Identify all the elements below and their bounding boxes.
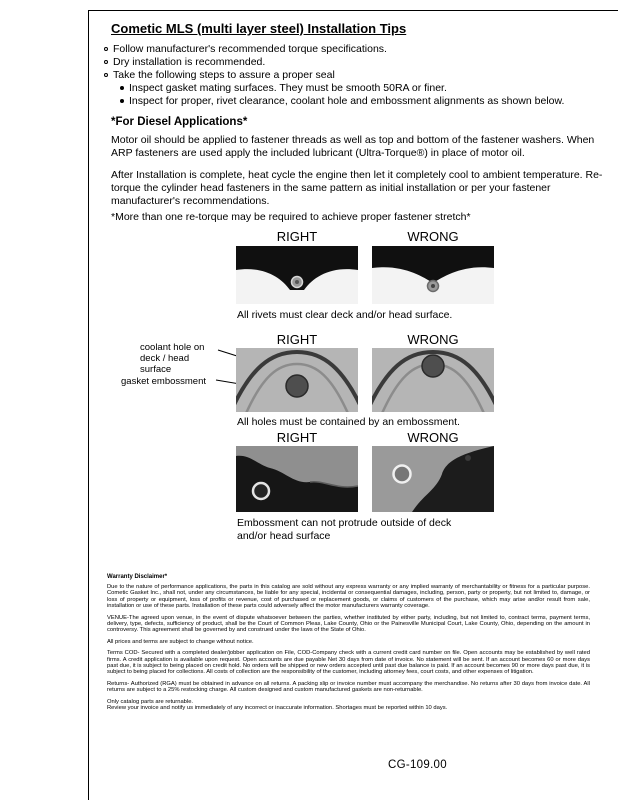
diesel-applications-heading: *For Diesel Applications*: [111, 116, 248, 128]
photo-embossment-wrong: [372, 348, 494, 412]
photo-deck-wrong: [372, 446, 494, 512]
bullet-circle-icon: [104, 60, 108, 64]
wrong-label: WRONG: [407, 430, 459, 445]
warranty-disclaimer: [107, 574, 590, 717]
annotation-gasket-embossment: gasket embossment: [121, 376, 207, 387]
diagram-caption: Embossment can not protrude outside of deck and/or head surface: [237, 517, 452, 542]
diagram-caption: All rivets must clear deck and/or head surface.: [237, 309, 453, 321]
diagram-caption: All holes must be contained by an embossment.: [237, 416, 460, 428]
tip-text: Inspect gasket mating surfaces. They must be smooth 50RA or finer.: [129, 82, 447, 94]
photo-rivet-right: [236, 246, 358, 304]
bullet-circle-icon: [104, 47, 108, 51]
bullet-dot-icon: [120, 86, 124, 90]
disclaimer-paragraph: VENUE-The agreed upon venue, in the event of dispute whatsoever between the parties, whether instituted by either party, including, but not limited to, contract terms, payment terms, delivery, type, defects, sufficiency of product, shall be the Court of Common Pleas, Lake County, Ohio or the Painesville Municipal Court, Lake County, Ohio, depending on the amount in controversy. This agreement shall be governed by and construed under the laws of the State of Ohio.: [107, 614, 590, 634]
disclaimer-paragraph: All prices and terms are subject to change without notice.: [107, 638, 254, 645]
disclaimer-paragraph: Due to the nature of performance applications, the parts in this catalog are sold without any express warranty or any implied warranty of merchantability or fitness for a particular purpose. Cometic Gasket Inc., shall not, under any circumstances, be liable for any special, incidental or consequential damages, including, person, party or property, but not limited to, damage, or loss of property or equipment, loss of profits or revenue, cost of purchased or replacement goods, or claims of customers of the purchase, which may arise and/or result from sale, installation or use of these parts. Installation of these parts could adversely affect the motor manufacturers warranty coverage.: [107, 584, 590, 610]
right-label: RIGHT: [276, 430, 318, 445]
tip-text: Inspect for proper, rivet clearance, coolant hole and embossment alignments as shown below.: [129, 95, 565, 107]
disclaimer-paragraph: Terms COD- Secured with a completed dealer/jobber application on File, COD-Company check with a current credit card number on file. Open accounts may be established by well rated firms. A credit application is available upon request. Open accounts are due payable Net 30 days from date of invoice. No statement will be sent. If an account becomes 60 or more days past due, it is subject to being placed on credit hold. No orders will be shipped or new orders accepted until past due balance is paid. If an account becomes 90 or more days past due, it is subject to being placed for collections. All costs of collection are the responsibility of the customer, including attorney fees, court costs, and other expenses of litigation.: [107, 650, 590, 676]
tip-text: Dry installation is recommended.: [113, 56, 266, 68]
diesel-paragraph-1: Motor oil should be applied to fastener threads as well as top and bottom of the fastener washers. When ARP fasteners are used apply the included lubricant (Ultra-Torque®) in place of motor oil.: [111, 134, 595, 159]
right-label: RIGHT: [276, 332, 318, 347]
list-item: [120, 82, 564, 95]
photo-deck-right: [236, 446, 358, 512]
list-item: [104, 56, 564, 69]
tip-text: Follow manufacturer's recommended torque specifications.: [113, 43, 387, 55]
annotation-coolant-hole: coolant hole on deck / head surface: [140, 342, 205, 375]
disclaimer-paragraph: Review your invoice and notify us immediately of any incorrect or inaccurate information. Shortages must be reported within 10 days.: [107, 705, 448, 712]
list-item: [104, 43, 564, 56]
wrong-label: WRONG: [407, 229, 459, 244]
page-title: Cometic MLS (multi layer steel) Installation Tips: [111, 21, 407, 36]
list-item: [120, 95, 564, 108]
catalog-page-code: CG-109.00: [388, 759, 447, 771]
retorque-note: *More than one re-torque may be required to achieve proper fastener stretch*: [111, 211, 471, 223]
disclaimer-heading: Warranty Disclaimer*: [107, 574, 168, 580]
photo-embossment-right: [236, 348, 358, 412]
tip-text: Take the following steps to assure a proper seal: [113, 69, 335, 81]
bullet-circle-icon: [104, 73, 108, 77]
list-item: [104, 69, 564, 82]
disclaimer-paragraph: Returns- Authorized (RGA) must be obtained in advance on all returns. A packing slip or invoice number must accompany the merchandise. No returns after 30 days from invoice date. All returns are subject to a 25% restocking charge. All custom designed and custom manufactured gaskets are non-returnable.: [107, 680, 590, 694]
tips-list: [104, 43, 564, 108]
right-label: RIGHT: [276, 229, 318, 244]
bullet-dot-icon: [120, 99, 124, 103]
photo-rivet-wrong: [372, 246, 494, 304]
disclaimer-paragraph: Only catalog parts are returnable.: [107, 698, 194, 705]
diesel-paragraph-2: After Installation is complete, heat cycle the engine then let it completely cool to ambient temperature. Re-torque the cylinder head fasteners in the same pattern as initial installation or per your fastener manufacturer's recommendations.: [111, 169, 603, 207]
wrong-label: WRONG: [407, 332, 459, 347]
